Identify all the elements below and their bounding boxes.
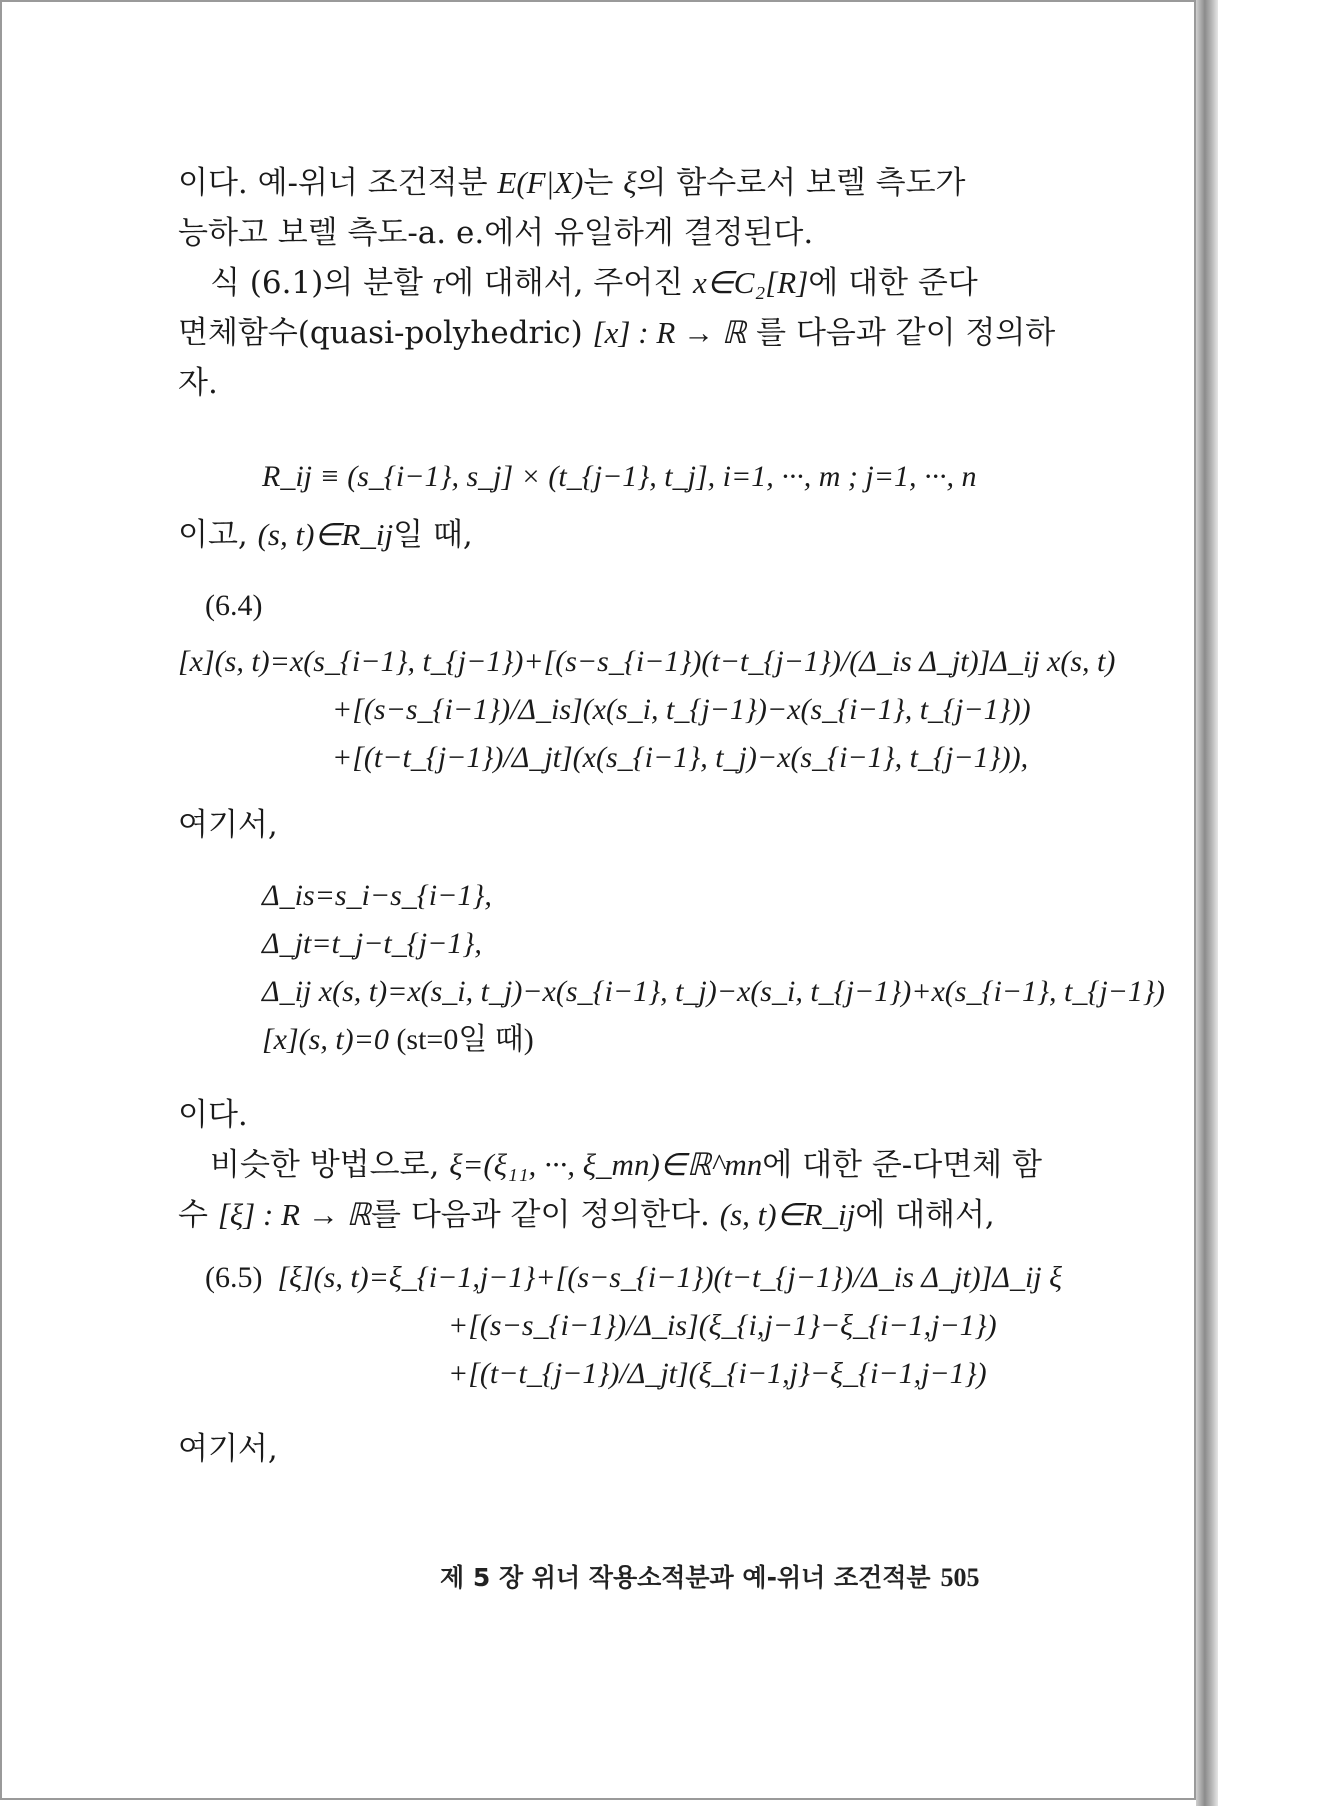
definition-delta-x: Δ_ij x(s, t)=x(s_i, t_j)−x(s_{i−1}, t_j)−x(s_i, t_{j−1})+x(s_{i−1}, t_{j−1}) [262,975,1165,1008]
equation-6-4-line1: [x](s, t)=x(s_{i−1}, t_{j−1})+[(s−s_{i−1})(t−t_{j−1})/(Δ_is Δ_jt)]Δ_ij x(s, t) [178,645,1116,678]
para2-line3: 자. [178,365,218,401]
para1-line2: 능하고 보렐 측도-a. e.에서 유일하게 결정된다. [178,215,814,251]
para4-line1: 비슷한 방법으로, ξ=(ξ₁₁, ···, ξ_mn)∈ℝ^mn에 대한 준-다면체 함 [210,1147,1042,1183]
equation-6-4-line3: +[(t−t_{j−1})/Δ_jt](x(s_{i−1}, t_j)−x(s_{i−1}, t_{j−1})), [332,741,1029,774]
equation-6-4-label: (6.4) [205,589,263,622]
where-label-2: 여기서, [178,1431,278,1467]
para3: 이고, (s, t)∈R_ij일 때, [178,517,473,553]
where-label-1: 여기서, [178,807,278,843]
chapter-title: 제 5 장 위너 작용소적분과 예-위너 조건적분 [440,1563,931,1592]
ida-text: 이다. [178,1097,248,1133]
page-number: 505 [940,1563,980,1592]
running-footer [440,1558,1080,1594]
equation-6-5-line2: +[(s−s_{i−1})/Δ_is](ξ_{i,j−1}−ξ_{i−1,j−1}) [448,1309,997,1342]
definition-boundary: [x](s, t)=0 (st=0일 때) [262,1023,534,1056]
para4-line2: 수 [ξ] : R → ℝ를 다음과 같이 정의한다. (s, t)∈R_ij에 대해서, [178,1197,995,1233]
para2-line1: 식 (6.1)의 분할 τ에 대해서, 주어진 x∈C₂[R]에 대한 준다 [210,265,978,301]
page-edge-shadow [1196,0,1218,1806]
equation-6-4-line2: +[(s−s_{i−1})/Δ_is](x(s_i, t_{j−1})−x(s_{i−1}, t_{j−1})) [332,693,1031,726]
definition-delta-t: Δ_jt=t_j−t_{j−1}, [262,927,482,960]
para2-line2: 면체함수(quasi-polyhedric) [x] : R → ℝ 를 다음과 같이 정의하 [178,315,1056,351]
equation-rij: R_ij ≡ (s_{i−1}, s_j] × (t_{j−1}, t_j], i=1, ···, m ; j=1, ···, n [262,460,977,493]
definition-delta-s: Δ_is=s_i−s_{i−1}, [262,879,492,912]
equation-6-5-line3: +[(t−t_{j−1})/Δ_jt](ξ_{i−1,j}−ξ_{i−1,j−1}) [448,1357,987,1390]
equation-6-5-label: (6.5) [205,1261,263,1294]
para1-line1: 이다. 예-위너 조건적분 E(F|X)는 ξ의 함수로서 보렐 측도가 [178,165,966,201]
equation-6-5-line1: (6.5) [ξ](s, t)=ξ_{i−1,j−1}+[(s−s_{i−1})(t−t_{j−1})/Δ_is Δ_jt)]Δ_ij ξ [205,1261,1062,1294]
